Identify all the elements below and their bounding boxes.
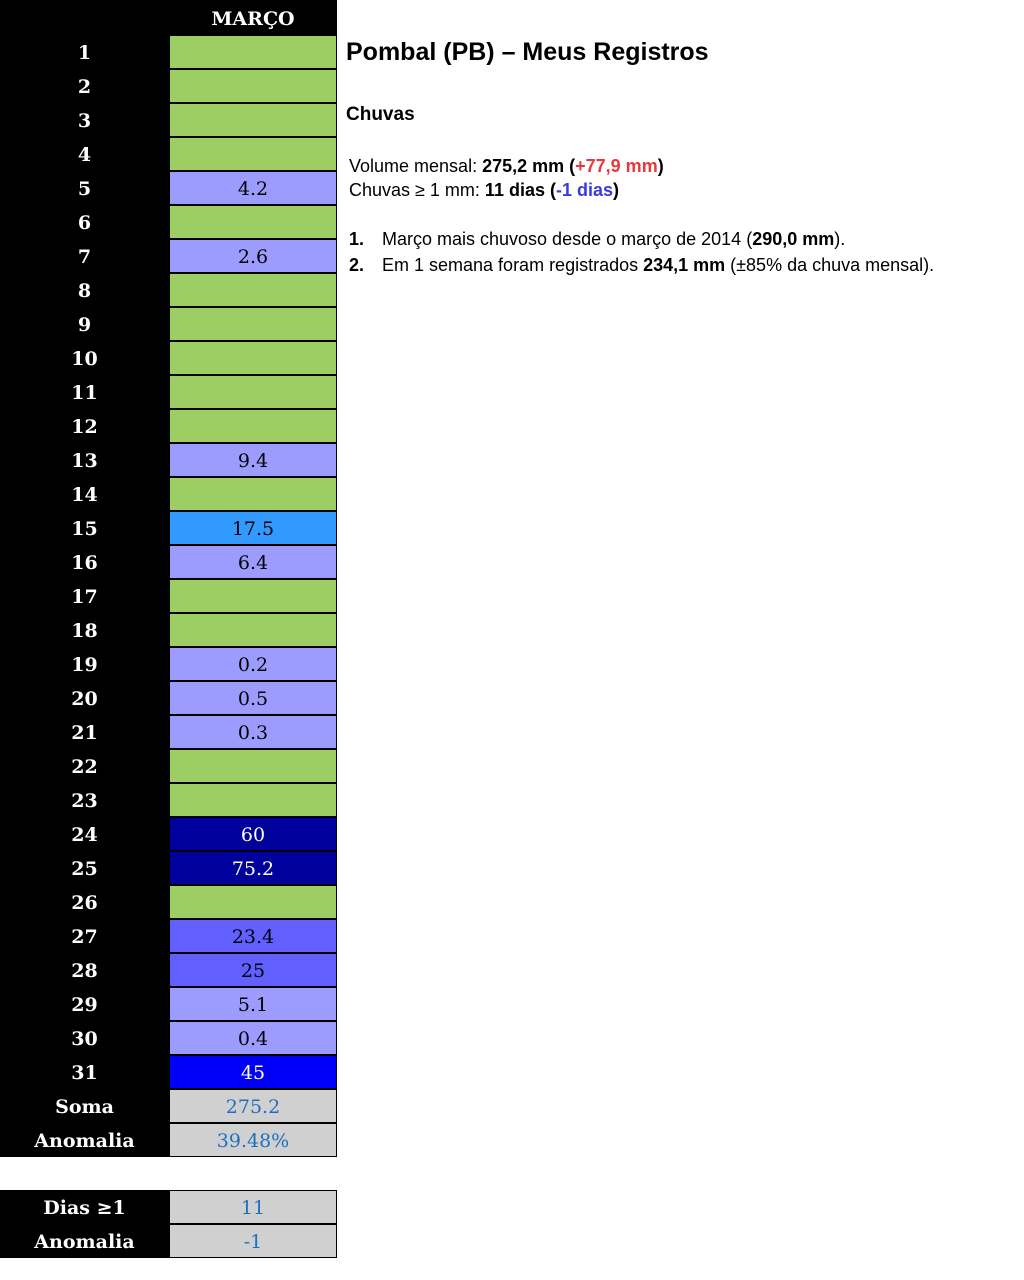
day-row <box>0 545 337 579</box>
day-number: 15 <box>71 518 98 540</box>
monthly-stats <box>349 154 664 202</box>
day-number: 10 <box>71 348 98 370</box>
day-number: 20 <box>71 688 98 710</box>
day-number: 3 <box>77 110 92 132</box>
day-row <box>0 69 337 103</box>
note-text: Março mais chuvoso desde o março de 2014 ( <box>382 229 753 249</box>
day-row <box>0 307 337 341</box>
day-number: 23 <box>71 790 98 812</box>
day-number: 29 <box>71 994 98 1016</box>
day-row <box>0 613 337 647</box>
rain-value-cell <box>169 137 337 171</box>
volume-line <box>349 154 664 178</box>
rain-value-cell: 23.4 <box>169 919 337 953</box>
anomaly-row <box>0 1123 337 1157</box>
notes-list <box>349 226 934 278</box>
rain-days-anomaly-label: Anomalia <box>34 1231 135 1253</box>
day-row <box>0 715 337 749</box>
rain-days-label: Dias ≥1 <box>43 1197 126 1219</box>
day-row <box>0 579 337 613</box>
day-number: 8 <box>77 280 92 302</box>
sum-value: 275.2 <box>169 1089 337 1123</box>
rain-days-line <box>349 178 664 202</box>
rain-value-cell: 6.4 <box>169 545 337 579</box>
rain-days-anomaly-value: -1 <box>169 1224 337 1258</box>
rain-value-cell: 60 <box>169 817 337 851</box>
note-text: Em 1 semana foram registrados <box>382 255 644 275</box>
rain-value-cell: 4.2 <box>169 171 337 205</box>
rain-value-cell <box>169 205 337 239</box>
rain-value-cell <box>169 783 337 817</box>
rain-value-cell: 75.2 <box>169 851 337 885</box>
day-number: 21 <box>71 722 98 744</box>
rain-value-cell <box>169 749 337 783</box>
rain-days-row <box>0 1190 337 1224</box>
day-row <box>0 885 337 919</box>
day-number: 9 <box>77 314 92 336</box>
day-number: 2 <box>77 76 92 98</box>
rain-value-cell <box>169 477 337 511</box>
day-number: 14 <box>71 484 98 506</box>
volume-delta: +77,9 mm <box>575 156 658 176</box>
rain-value-cell <box>169 69 337 103</box>
rain-value-cell: 17.5 <box>169 511 337 545</box>
rain-value-cell <box>169 613 337 647</box>
note-item <box>349 252 934 278</box>
note-bold: 290,0 mm <box>752 229 835 249</box>
day-number: 24 <box>71 824 98 846</box>
day-row <box>0 103 337 137</box>
day-row <box>0 239 337 273</box>
day-row <box>0 375 337 409</box>
rain-value-cell <box>169 103 337 137</box>
day-number: 16 <box>71 552 98 574</box>
anomaly-label: Anomalia <box>34 1130 135 1152</box>
day-number: 6 <box>77 212 92 234</box>
rain-value-cell <box>169 307 337 341</box>
day-row <box>0 171 337 205</box>
note-number: 1. <box>349 229 365 249</box>
day-number: 31 <box>71 1062 98 1084</box>
rain-value-cell <box>169 579 337 613</box>
rain-value-cell <box>169 341 337 375</box>
day-row <box>0 681 337 715</box>
rain-value-cell <box>169 273 337 307</box>
note-item <box>349 226 934 252</box>
section-subtitle: Chuvas <box>346 104 415 125</box>
day-number: 19 <box>71 654 98 676</box>
sum-label: Soma <box>55 1096 114 1118</box>
rain-days-text-value: 11 dias <box>484 180 545 200</box>
day-row <box>0 409 337 443</box>
anomaly-value: 39.48% <box>169 1123 337 1157</box>
day-row <box>0 137 337 171</box>
rain-value-cell: 0.3 <box>169 715 337 749</box>
day-number: 12 <box>71 416 98 438</box>
day-number: 7 <box>77 246 92 268</box>
day-row <box>0 851 337 885</box>
rain-value-cell: 25 <box>169 953 337 987</box>
day-number: 18 <box>71 620 98 642</box>
rain-value-cell: 0.5 <box>169 681 337 715</box>
day-row <box>0 1055 337 1089</box>
day-row <box>0 817 337 851</box>
rain-value-cell <box>169 375 337 409</box>
day-row <box>0 477 337 511</box>
rain-days-value: 11 <box>169 1190 337 1224</box>
day-number: 17 <box>71 586 98 608</box>
day-number: 11 <box>71 382 98 404</box>
day-row <box>0 341 337 375</box>
day-row <box>0 749 337 783</box>
day-row <box>0 919 337 953</box>
rain-value-cell: 5.1 <box>169 987 337 1021</box>
rain-value-cell: 45 <box>169 1055 337 1089</box>
day-number: 26 <box>71 892 98 914</box>
rain-days-delta-open: ( <box>544 180 556 200</box>
day-number: 27 <box>71 926 98 948</box>
day-number: 13 <box>71 450 98 472</box>
day-row <box>0 953 337 987</box>
rain-value-cell: 9.4 <box>169 443 337 477</box>
volume-value: 275,2 mm <box>482 156 565 176</box>
page-title: Pombal (PB) – Meus Registros <box>346 38 709 66</box>
day-row <box>0 987 337 1021</box>
note-number: 2. <box>349 255 365 275</box>
day-row <box>0 783 337 817</box>
day-number: 25 <box>71 858 98 880</box>
day-number: 4 <box>77 144 92 166</box>
rain-value-cell: 2.6 <box>169 239 337 273</box>
rain-days-text-label: Chuvas ≥ 1 mm: <box>349 180 485 200</box>
note-text-end: ). <box>834 229 846 249</box>
day-row <box>0 35 337 69</box>
sum-row <box>0 1089 337 1123</box>
day-number: 5 <box>77 178 92 200</box>
day-row <box>0 273 337 307</box>
day-row <box>0 1021 337 1055</box>
volume-label: Volume mensal: <box>349 156 483 176</box>
rain-value-cell: 0.4 <box>169 1021 337 1055</box>
day-row <box>0 511 337 545</box>
rain-value-cell <box>169 885 337 919</box>
rain-days-delta-close: ) <box>613 180 619 200</box>
day-row <box>0 443 337 477</box>
rain-days-anomaly-row <box>0 1224 337 1258</box>
day-row <box>0 205 337 239</box>
note-text-end: (±85% da chuva mensal). <box>725 255 935 275</box>
day-number: 28 <box>71 960 98 982</box>
month-header: MARÇO <box>211 8 295 30</box>
rain-days-delta: -1 dias <box>555 180 613 200</box>
volume-delta-close: ) <box>657 156 664 176</box>
rain-value-cell <box>169 35 337 69</box>
volume-delta-open: ( <box>564 156 576 176</box>
day-number: 1 <box>77 42 92 64</box>
rain-value-cell: 0.2 <box>169 647 337 681</box>
note-bold: 234,1 mm <box>643 255 726 275</box>
rain-value-cell <box>169 409 337 443</box>
day-number: 22 <box>71 756 98 778</box>
day-row <box>0 647 337 681</box>
day-number: 30 <box>71 1028 98 1050</box>
